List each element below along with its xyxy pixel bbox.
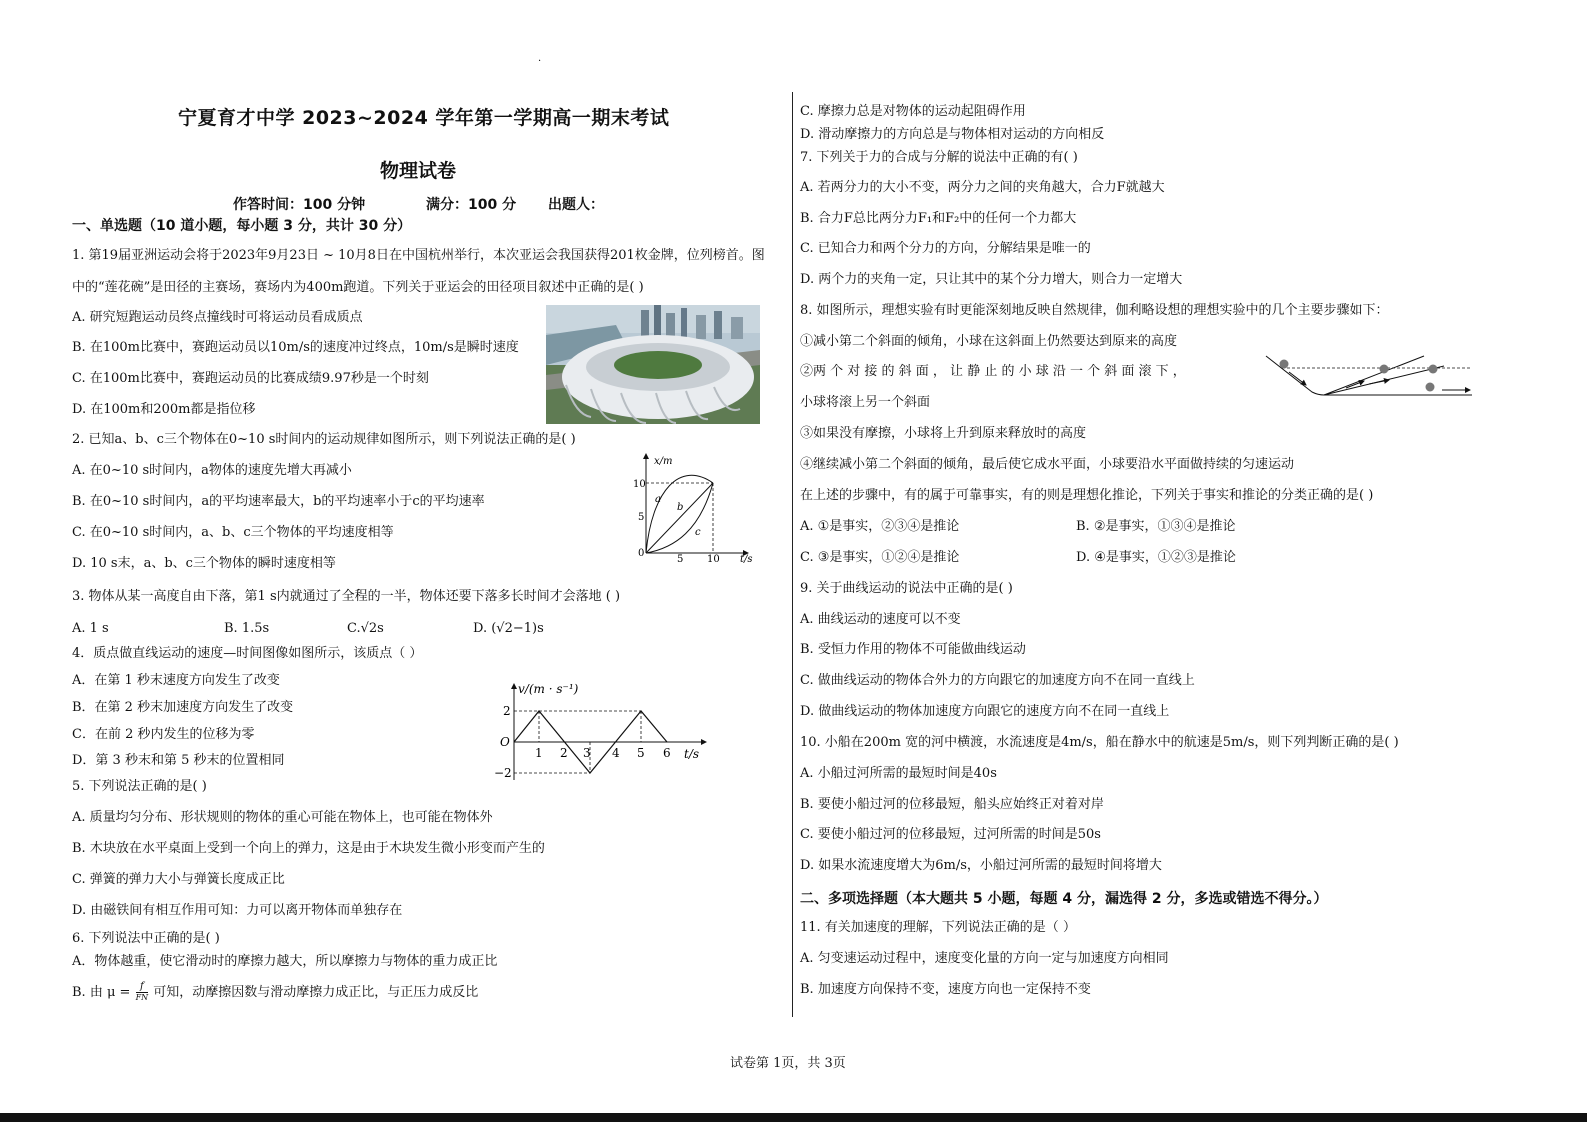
q1-option-a: A. 研究短跑运动员终点撞线时可将运动员看成质点 (72, 310, 363, 325)
q3-option-d: D. (√2−1)s (473, 621, 544, 636)
q2-stem: 2. 已知a、b、c三个物体在0~10 s时间内的运动规律如图所示，则下列说法正确的是( ) (72, 432, 576, 447)
q4-vt-graph (494, 678, 714, 784)
q6-fraction-numerator: f (136, 982, 149, 993)
q2-y-tick-5: 5 (638, 512, 645, 523)
q2-label-a: a (655, 494, 661, 505)
q2-option-c: C. 在0~10 s时间内，a、b、c三个物体的平均速度相等 (72, 525, 394, 540)
q6-stem: 6. 下列说法中正确的是( ) (72, 931, 220, 946)
q2-x-tick-5: 5 (677, 554, 684, 565)
q6-option-b-prefix: B. 由 μ = (72, 985, 131, 1000)
q8-incline-diagram (1264, 352, 1476, 398)
q8-option-c: C. ③是事实，①②④是推论 (800, 550, 960, 565)
q2-option-b: B. 在0~10 s时间内，a的平均速率最大，b的平均速率小于c的平均速率 (72, 494, 485, 509)
q9-option-a: A. 曲线运动的速度可以不变 (800, 612, 961, 627)
q4-option-b: B．在第 2 秒末加速度方向发生了改变 (72, 700, 294, 715)
section-2-heading: 二、多项选择题（本大题共 5 小题，每题 4 分，漏选得 2 分，多选或错选不得分。） (800, 891, 1328, 907)
q11-option-b: B. 加速度方向保持不变，速度方向也一定保持不变 (800, 982, 1091, 997)
q11-stem: 11. 有关加速度的理解，下列说法正确的是（ ） (800, 920, 1076, 935)
q6-fraction (136, 982, 149, 1003)
q11-option-a: A. 匀变速运动过程中，速度变化量的方向一定与加速度方向相同 (800, 951, 1169, 966)
q9-option-b: B. 受恒力作用的物体不可能做曲线运动 (800, 642, 1026, 657)
q2-x-label: t/s (740, 554, 753, 565)
q2-label-b: b (677, 502, 684, 513)
q4-option-c: C．在前 2 秒内发生的位移为零 (72, 727, 255, 742)
q4-x-tick-3: 3 (583, 746, 591, 760)
q2-xt-graph (630, 450, 760, 572)
page-footer: 试卷第 1页，共 3页 (730, 1056, 846, 1071)
column-divider (792, 92, 793, 1017)
q7-stem: 7. 下列关于力的合成与分解的说法中正确的有( ) (800, 150, 1078, 165)
q6-option-d: D. 滑动摩擦力的方向总是与物体相对运动的方向相反 (800, 127, 1105, 142)
q5-option-b: B. 木块放在水平桌面上受到一个向上的弹力，这是由于木块发生微小形变而产生的 (72, 841, 545, 856)
q9-option-c: C. 做曲线运动的物体合外力的方向跟它的加速度方向不在同一直线上 (800, 673, 1195, 688)
q4-x-tick-6: 6 (663, 746, 671, 760)
q4-y-tick-2: 2 (503, 704, 511, 718)
q2-x-tick-10: 10 (707, 554, 720, 565)
q4-stem: 4．质点做直线运动的速度—时间图像如图所示，该质点（ ） (72, 646, 423, 661)
q2-y-label: x/m (654, 456, 673, 467)
section-1-heading: 一、单选题（10 道小题，每小题 3 分，共计 30 分） (72, 218, 412, 234)
q8-step-1: ①减小第二个斜面的倾角，小球在这斜面上仍然要达到原来的高度 (800, 334, 1178, 349)
q5-option-a: A. 质量均匀分布、形状规则的物体的重心可能在物体上，也可能在物体外 (72, 810, 493, 825)
exam-author: 出题人： (548, 197, 604, 213)
q2-curve-a (646, 475, 713, 553)
q9-option-d: D. 做曲线运动的物体加速度方向跟它的速度方向不在同一直线上 (800, 704, 1170, 719)
q1-option-c: C. 在100m比赛中，赛跑运动员的比赛成绩9.97秒是一个时刻 (72, 371, 429, 386)
q8-step-4: ④继续减小第二个斜面的倾角，最后使它成水平面，小球要沿水平面做持续的匀速运动 (800, 457, 1295, 472)
q5-option-c: C. 弹簧的弹力大小与弹簧长度成正比 (72, 872, 285, 887)
exam-score: 满分：100 分 (426, 197, 517, 213)
q10-option-b: B. 要使小船过河的位移最短，船头应始终正对着对岸 (800, 797, 1104, 812)
q6-fraction-denominator: FN (135, 993, 149, 1002)
q9-stem: 9. 关于曲线运动的说法中正确的是( ) (800, 581, 1013, 596)
q4-x-tick-4: 4 (612, 746, 620, 760)
q8-stem: 8. 如图所示，理想实验有时更能深刻地反映自然规律，伽利略设想的理想实验中的几个主要步骤如下： (800, 303, 1389, 318)
q5-option-d: D. 由磁铁间有相互作用可知：力可以离开物体而单独存在 (72, 903, 403, 918)
q1-stem-line2: 中的“莲花碗”是田径的主赛场，赛场内为400m跑道。下列关于亚运会的田径项目叙述中正确的是( ) (72, 280, 644, 295)
q2-y-tick-10: 10 (633, 479, 646, 490)
q10-option-c: C. 要使小船过河的位移最短，过河所需的时间是50s (800, 827, 1101, 842)
q10-stem: 10. 小船在200m 宽的河中横渡，水流速度是4m/s，船在静水中的航速是5m/s，则下列判断正确的是( ) (800, 735, 1399, 750)
q7-option-b: B. 合力F总比两分力F₁和F₂中的任何一个力都大 (800, 211, 1077, 226)
q4-y-label: v/(m · s⁻¹) (518, 682, 579, 696)
q3-option-b: B. 1.5s (224, 621, 270, 636)
q4-x-tick-2: 2 (560, 746, 568, 760)
stadium-photo (546, 305, 760, 424)
exam-subtitle: 物理试卷 (380, 160, 457, 182)
q4-option-d: D．第 3 秒末和第 5 秒末的位置相同 (72, 753, 285, 768)
q2-option-d: D. 10 s末，a、b、c三个物体的瞬时速度相等 (72, 556, 336, 571)
q8-step-2a: ②两 个 对 接 的 斜 面 ， 让 静 止 的 小 球 沿 一 个 斜 面 滚 下 ， (800, 364, 1186, 379)
stray-dot: · (538, 56, 542, 67)
q3-option-c: C.√2s (347, 621, 384, 636)
q6-option-b (72, 982, 478, 1003)
q8-option-d: D. ④是事实，①②③是推论 (1076, 550, 1236, 565)
q10-option-a: A. 小船过河所需的最短时间是40s (800, 766, 997, 781)
q2-option-a: A. 在0~10 s时间内，a物体的速度先增大再减小 (72, 463, 352, 478)
q4-x-tick-1: 1 (535, 746, 543, 760)
q4-option-a: A．在第 1 秒末速度方向发生了改变 (72, 673, 280, 688)
q7-option-d: D. 两个力的夹角一定，只让其中的某个分力增大，则合力一定增大 (800, 272, 1183, 287)
q8-option-b: B. ②是事实，①③④是推论 (1076, 519, 1236, 534)
q4-y-tick-neg2: −2 (494, 766, 512, 780)
q10-option-d: D. 如果水流速度增大为6m/s，小船过河所需的最短时间将增大 (800, 858, 1162, 873)
scan-bottom-edge (0, 1113, 1587, 1122)
q2-y-tick-0: 0 (638, 548, 645, 559)
q8-option-a: A. ①是事实，②③④是推论 (800, 519, 960, 534)
q5-stem: 5. 下列说法正确的是( ) (72, 779, 207, 794)
q8-question: 在上述的步骤中，有的属于可靠事实，有的则是理想化推论，下列关于事实和推论的分类正确的是( ) (800, 488, 1374, 503)
q4-x-label: t/s (684, 747, 700, 761)
q3-stem: 3. 物体从某一高度自由下落，第1 s内就通过了全程的一半，物体还要下落多长时间才会落地 ( ) (72, 589, 621, 604)
q6-option-b-suffix: 可知，动摩擦因数与滑动摩擦力成正比，与正压力成反比 (153, 985, 479, 1000)
q3-option-a: A. 1 s (72, 621, 109, 636)
q1-option-b: B. 在100m比赛中，赛跑运动员以10m/s的速度冲过终点，10m/s是瞬时速度 (72, 340, 519, 355)
q4-x-tick-5: 5 (637, 746, 645, 760)
exam-title: 宁夏育才中学 2023~2024 学年第一学期高一期末考试 (178, 107, 670, 129)
q4-origin: O (500, 735, 510, 749)
q2-label-c: c (695, 527, 701, 538)
q6-option-c: C. 摩擦力总是对物体的运动起阻碍作用 (800, 104, 1026, 119)
q6-option-a: A．物体越重，使它滑动时的摩擦力越大，所以摩擦力与物体的重力成正比 (72, 954, 498, 969)
q8-step-3: ③如果没有摩擦，小球将上升到原来释放时的高度 (800, 426, 1087, 441)
q8-step-2b: 小球将滚上另一个斜面 (800, 395, 931, 410)
q7-option-a: A. 若两分力的大小不变，两分力之间的夹角越大，合力F就越大 (800, 180, 1165, 195)
q1-option-d: D. 在100m和200m都是指位移 (72, 402, 256, 417)
q1-stem-line1: 1. 第19届亚洲运动会将于2023年9月23日 ~ 10月8日在中国杭州举行，本次亚运会我国获得201枚金牌，位列榜首。图 (72, 248, 765, 263)
q7-option-c: C. 已知合力和两个分力的方向，分解结果是唯一的 (800, 241, 1091, 256)
exam-time: 作答时间：100 分钟 (233, 197, 366, 213)
